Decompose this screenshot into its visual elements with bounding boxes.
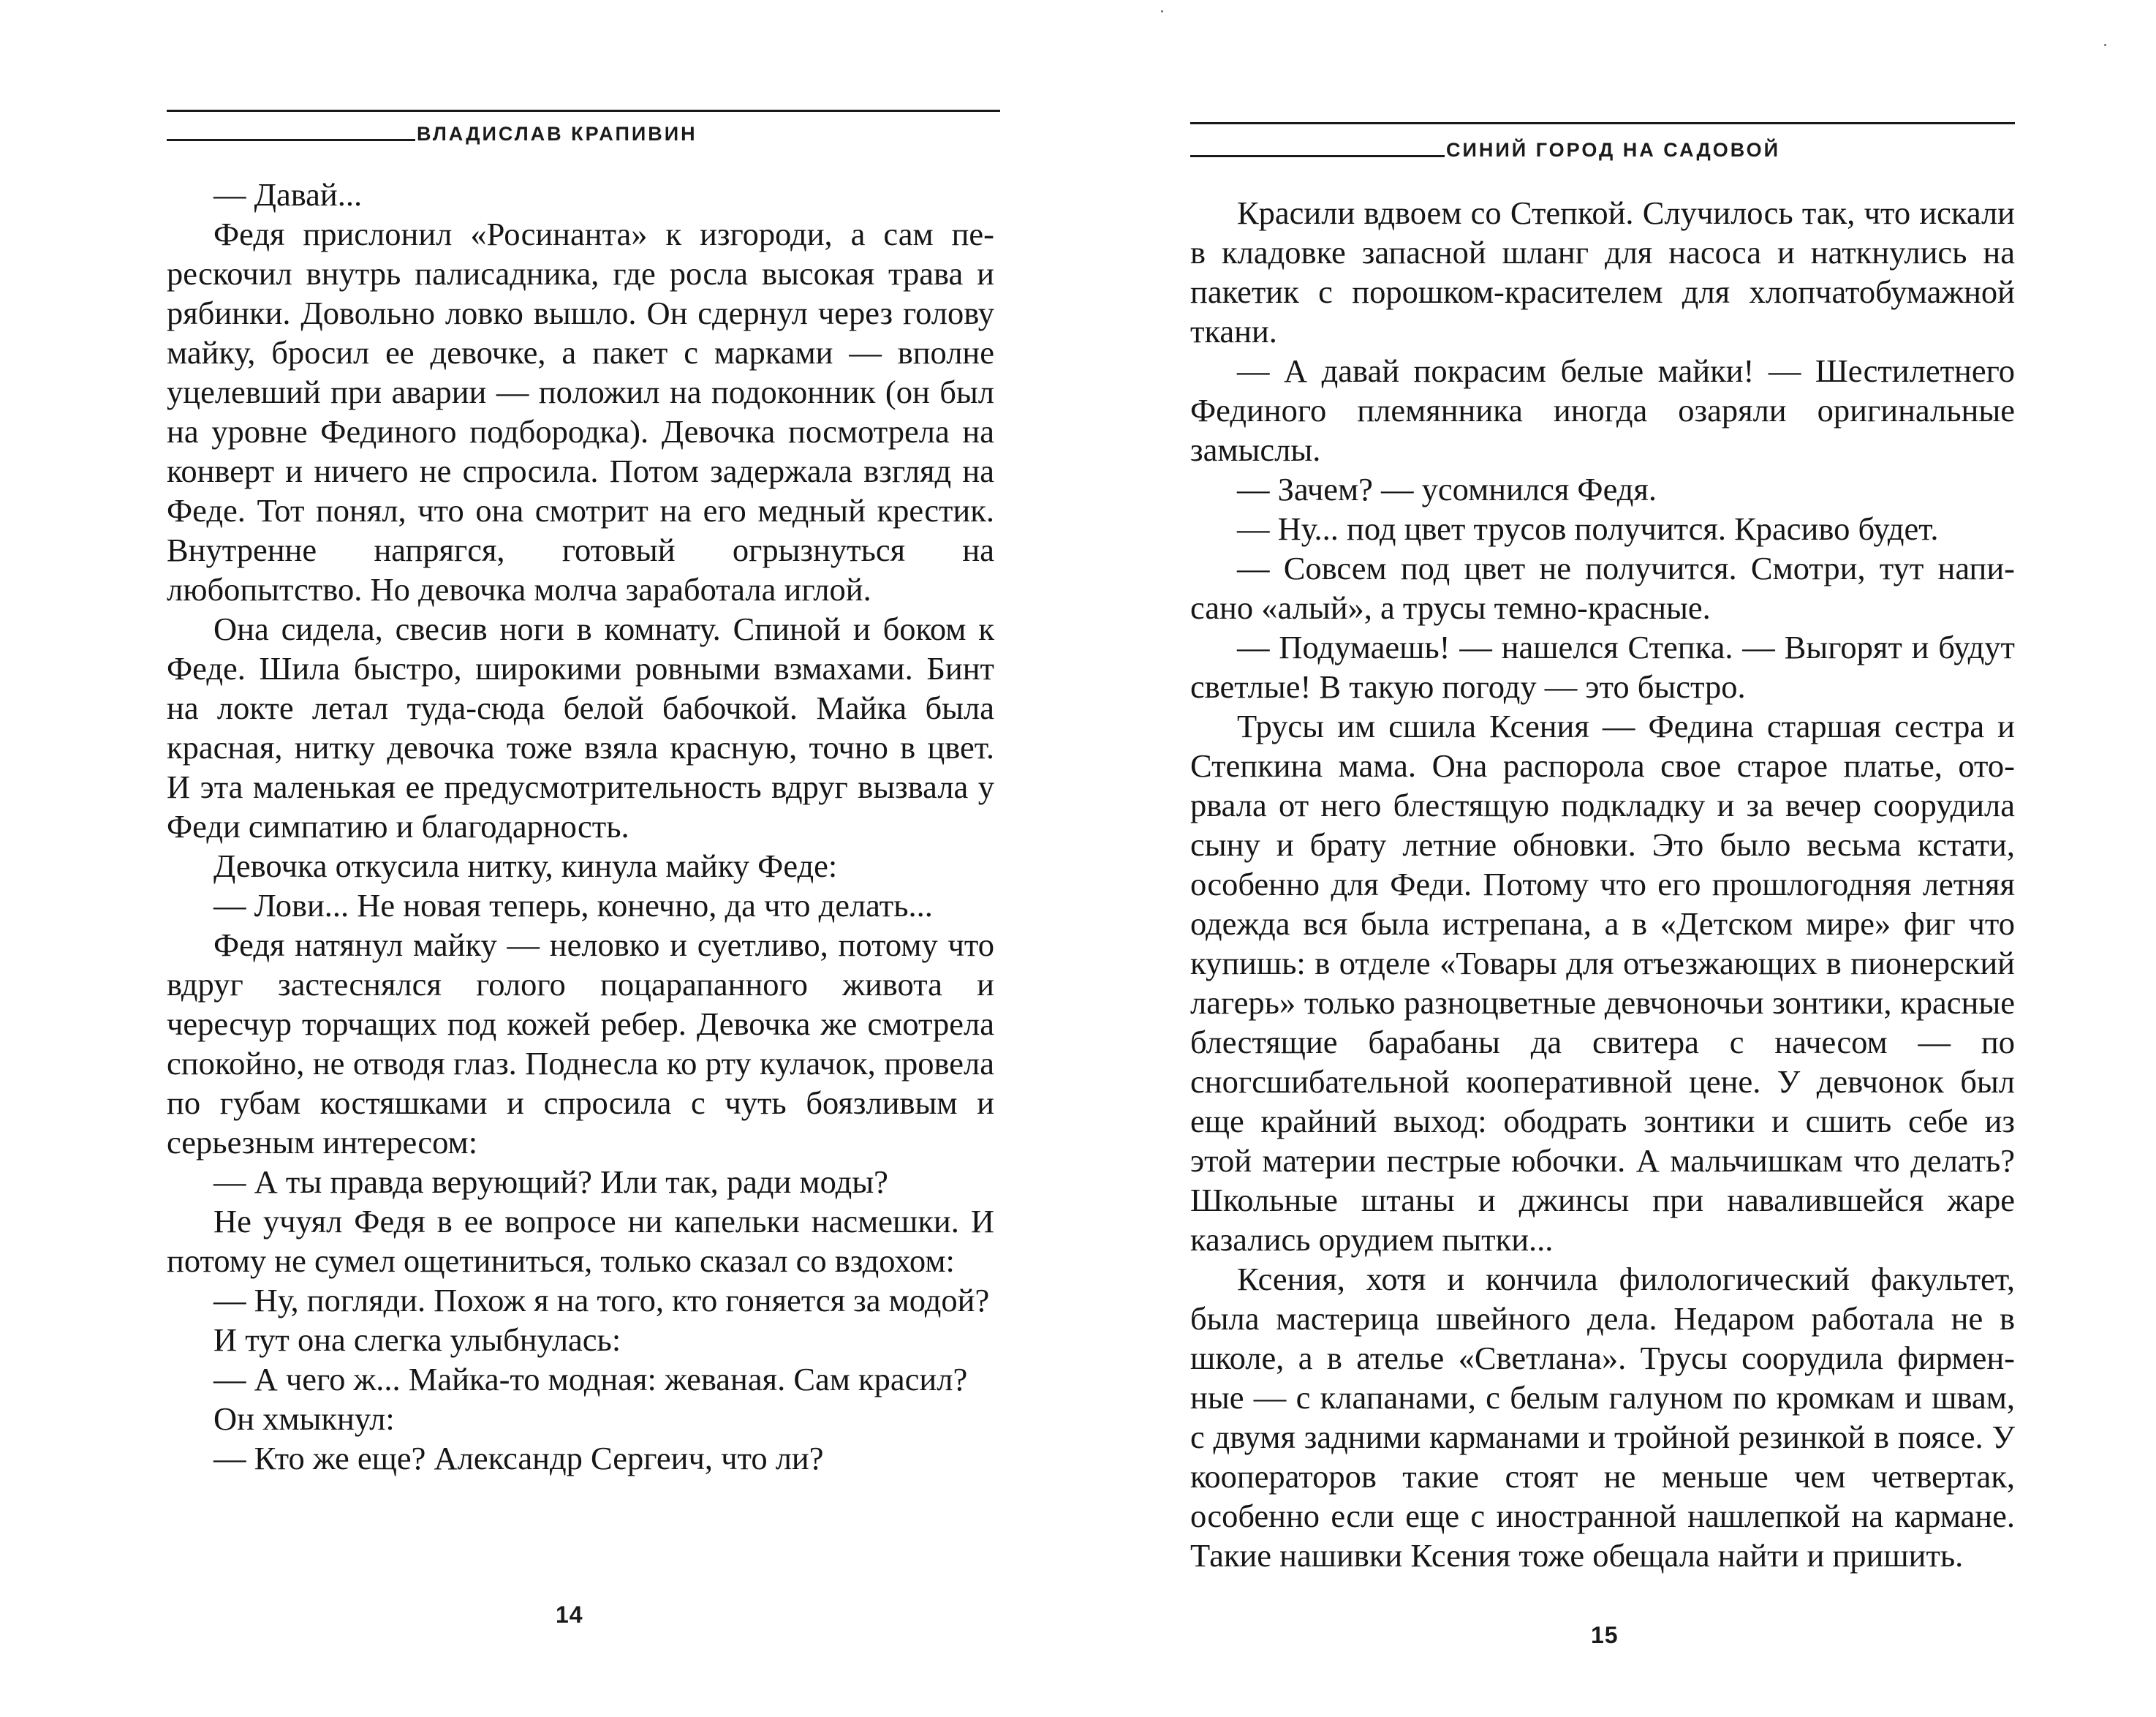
paragraph: Не учуял Федя в ее вопросе ни капельки насмешки. И потому не сумел ощетиниться, только сказал со вздохом: [167, 1203, 994, 1279]
paragraph: — А чего ж... Майка-то модная: жеваная. Сам красил? [213, 1361, 968, 1397]
header-lead-rule [1190, 155, 1445, 157]
header-rule [1190, 122, 2015, 124]
page-body [167, 175, 994, 1478]
page-body [1190, 193, 2015, 1575]
scan-speck [1161, 10, 1163, 12]
running-head [1190, 139, 2016, 162]
paragraph: Федя натянул майку — неловко и суетливо, потому что вдруг застеснялся голого поцарапанного живота и чересчур торчащих под кожей ребер. Девочка же смотрела спокойно, не отводя глаз. Поднесла ко рту кулачок, провела по губам костяшками и спросила с чуть боязливым и серьезным интересом: [167, 927, 994, 1161]
running-head [167, 123, 1000, 146]
paragraph: Федя прислонил «Росинанта» к изгороди, а сам перескочил внутрь палисадника, где росла высокая трава и рябинки. Довольно ловко вышло. Он сдернул через голову майку, бросил ее девочке, а пакет с марками — вполне уцелевший при аварии — положил на подоконник (он был на уровне Фединого подбородка). Девочка посмотрела на конверт и ничего не спросила. Потом задержала взгляд на Феде. Тот понял, что она смотрит на его медный крестик. Внутренне напрягся, готовый огрызнуться на любопытство. Но девочка молча заработала иглой. [167, 216, 994, 608]
running-head-title: СИНИЙ ГОРОД НА САДОВОЙ [1446, 139, 1780, 161]
paragraph: Трусы им сшила Ксения — Федина старшая сестра и Степкина мама. Она распорола свое старое платье, оторвала от него блестящую подкладку и за вечер соорудила сыну и брату летние обновки. Это было весьма кстати, особенно для Феди. Потому что его прошлогодняя летняя одежда вся была истрепана, а в «Детском мире» фиг что купишь: в отделе «Товары для отъезжающих в пионерский лагерь» только разноцветные девчоночьи зонтики, красные блестящие барабаны да свитера с начесом — по сногсшибательной кооперативной цене. У девчонок был еще крайний выход: ободрать зонтики и сшить себе из этой материи пестрые юбочки. А мальчишкам что делать? Школьные штаны и джинсы при навалившейся жаре казались орудием пытки... [1190, 708, 2015, 1258]
paragraph: Ксения, хотя и кончила филологический факультет, была мастерица швейного дела. Недаром работала не в школе, а в ателье «Светлана». Трусы соорудила фирменные — с клапанами, с белым галуном по кромкам и швам, с двумя задними карманами и тройной резинкой в поясе. У кооператоров такие стоят не меньше чем четвертак, особенно если еще с иностранной нашлепкой на кармане. Такие нашивки Ксения тоже обещала найти и пришить. [1190, 1261, 2015, 1574]
page-number: 14 [556, 1601, 583, 1628]
paragraph: Он хмыкнул: [213, 1400, 395, 1437]
paragraph: — Кто же еще? Александр Сергеич, что ли? [213, 1440, 824, 1476]
paragraph: — Зачем? — усомнился Федя. [1237, 471, 1657, 507]
paragraph: — Ну... под цвет трусов получится. Красиво будет. [1237, 510, 1939, 547]
paragraph: — Совсем под цвет не получится. Смотри, тут написано «алый», а трусы темно-красные. [1190, 550, 2015, 626]
paragraph: Красили вдвоем со Степкой. Случилось так, что искали в кладовке запасной шланг для насоса и наткнулись на пакетик с порошком-красителем для хлопчатобумажной ткани. [1190, 195, 2015, 350]
running-head-author: ВЛАДИСЛАВ КРАПИВИН [417, 123, 697, 145]
paragraph: — Лови... Не новая теперь, конечно, да что делать... [213, 887, 933, 924]
paragraph: — Подумаешь! — нашелся Степка. — Выгорят и будут светлые! В такую погоду — это быстро. [1190, 629, 2015, 705]
scan-speck [2104, 44, 2106, 46]
paragraph: Она сидела, свесив ноги в комнату. Спиной и боком к Феде. Шила быстро, широкими ровными взмахами. Бинт на локте летал туда-сюда белой бабочкой. Майка была красная, нитку девочка тоже взяла красную, точно в цвет. И эта маленькая ее предусмотрительность вдруг вызвала у Феди симпатию и благодарность. [167, 611, 994, 845]
header-lead-rule [167, 139, 415, 141]
paragraph: — А давай покрасим белые майки! — Шестилетнего Фединого племянника иногда озаряли оригинальные замыслы. [1190, 352, 2015, 468]
paragraph: — Давай... [213, 176, 363, 213]
header-rule [167, 110, 1000, 112]
paragraph: Девочка откусила нитку, кинула майку Феде: [213, 848, 838, 884]
paragraph: И тут она слегка улыбнулась: [213, 1321, 621, 1358]
page-number: 15 [1591, 1622, 1619, 1648]
paragraph: — А ты правда верующий? Или так, ради моды? [213, 1163, 888, 1200]
paragraph: — Ну, погляди. Похож я на того, кто гоняется за модой? [213, 1282, 990, 1318]
